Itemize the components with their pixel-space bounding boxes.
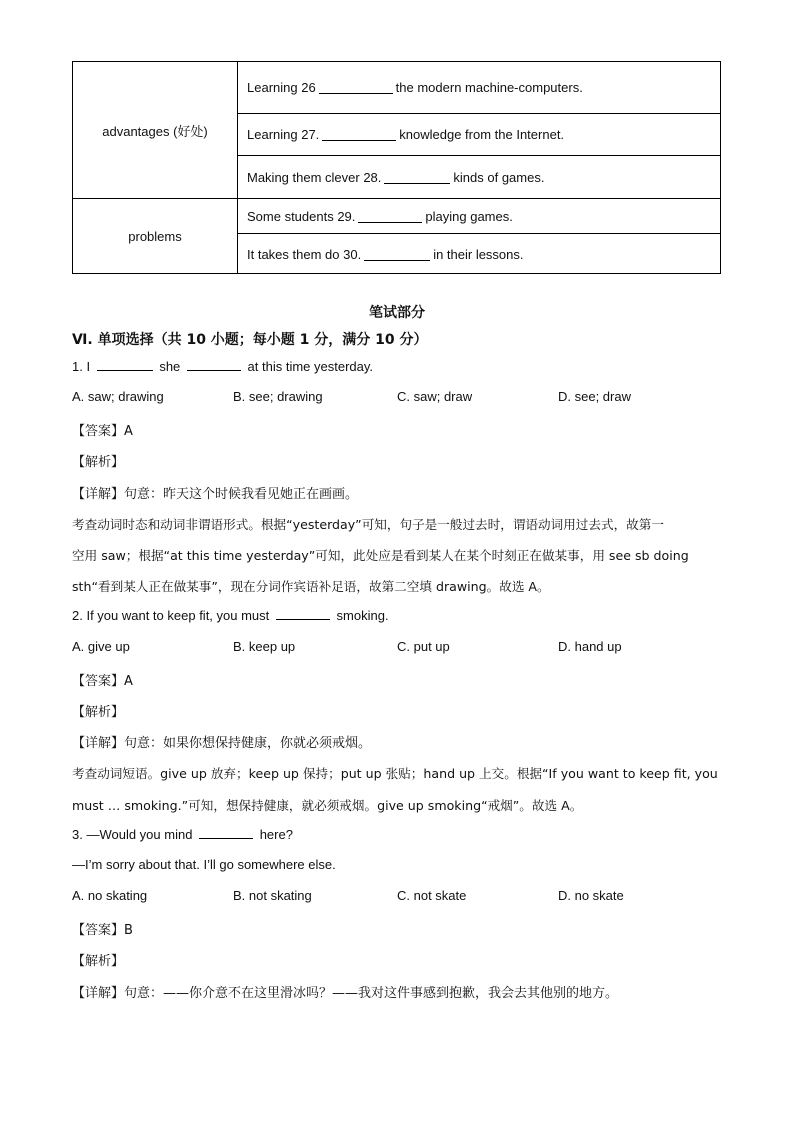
q1-blank-1[interactable] — [97, 358, 153, 371]
q2-stem-part: 2. If you want to keep fit, you must — [72, 608, 270, 623]
q3-answer: 【答案】B — [72, 923, 133, 938]
q1-explanation-line: 考查动词时态和动词非谓语形式。根据“yesterday”可知，句子是一般过去时，谓语动词用过去式，故第一 — [72, 517, 664, 532]
q1-stem-part: she — [159, 359, 181, 374]
q1-analysis-label: 【解析】 — [72, 455, 125, 470]
table-row — [238, 234, 720, 274]
table-row — [238, 198, 720, 234]
question-1-stem — [72, 358, 373, 374]
row-suffix: kinds of games. — [453, 169, 545, 185]
answer-blank-30[interactable] — [364, 248, 430, 261]
row-suffix: the modern machine-computers. — [395, 80, 583, 95]
answer-blank-29[interactable] — [358, 210, 422, 223]
row-prefix: Learning 26 — [247, 80, 316, 95]
q3-option-c[interactable]: C. not skate — [397, 888, 467, 903]
problems-label: problems — [73, 198, 238, 274]
q3-option-b[interactable]: B. not skating — [233, 888, 312, 903]
q2-analysis-label: 【解析】 — [72, 705, 125, 720]
q1-option-d[interactable]: D. see; draw — [558, 389, 631, 404]
question-3-stem — [72, 826, 293, 842]
q2-answer: 【答案】A — [72, 674, 133, 689]
q3-option-d[interactable]: D. no skate — [558, 888, 624, 903]
advantages-label: advantages (好处) — [73, 62, 238, 198]
row-prefix: Learning 27. — [247, 127, 320, 142]
row-prefix: Some students 29. — [247, 208, 356, 224]
q2-detail: 【详解】句意：如果你想保持健康，你就必须戒烟。 — [72, 736, 372, 751]
q3-stem-part: here? — [259, 827, 293, 842]
q1-answer: 【答案】A — [72, 424, 133, 439]
q1-option-c[interactable]: C. saw; draw — [397, 389, 473, 404]
section-heading: Ⅵ. 单项选择（共 10 小题；每小题 1 分，满分 10 分） — [72, 332, 428, 348]
q1-option-a[interactable]: A. saw; drawing — [72, 389, 164, 404]
fill-in-table — [72, 61, 721, 274]
q2-explanation-line: 考查动词短语。give up 放弃；keep up 保持；put up 张贴；hand up 上交。根据“If you want to keep fit, you — [72, 766, 718, 781]
table-row — [238, 156, 720, 198]
q1-blank-2[interactable] — [187, 358, 241, 371]
q1-stem-part: at this time yesterday. — [247, 359, 374, 374]
row-suffix: knowledge from the Internet. — [399, 127, 565, 142]
q2-explanation-line: must … smoking.”可知，想保持健康，就必须戒烟。give up smoking“戒烟”。故选 A。 — [72, 798, 583, 813]
q3-blank[interactable] — [199, 826, 253, 839]
answer-blank-27[interactable] — [322, 128, 396, 141]
q3-analysis-label: 【解析】 — [72, 954, 125, 969]
row-suffix: in their lessons. — [433, 246, 524, 262]
q1-explanation-line: 空用 saw；根据“at this time yesterday”可知，此处应是看到某人在某个时刻正在做某事，用 see sb doing — [72, 548, 689, 563]
q1-option-b[interactable]: B. see; drawing — [233, 389, 323, 404]
q3-detail: 【详解】句意：——你介意不在这里滑冰吗？——我对这件事感到抱歉，我会去其他别的地方。 — [72, 986, 619, 1001]
q2-option-b[interactable]: B. keep up — [233, 639, 296, 654]
q3-stem-part: 3. —Would you mind — [72, 827, 193, 842]
answer-blank-26[interactable] — [319, 81, 393, 94]
q3-option-a[interactable]: A. no skating — [72, 888, 148, 903]
answer-blank-28[interactable] — [384, 171, 450, 184]
section-title: 笔试部分 — [369, 305, 425, 321]
table-row — [238, 114, 720, 156]
row-suffix: playing games. — [425, 208, 513, 224]
q2-option-a[interactable]: A. give up — [72, 639, 130, 654]
table-row — [238, 62, 720, 114]
q2-option-c[interactable]: C. put up — [397, 639, 450, 654]
row-prefix: It takes them do 30. — [247, 246, 362, 262]
row-prefix: Making them clever 28. — [247, 169, 382, 185]
q1-explanation-line: sth“看到某人正在做某事”，现在分词作宾语补足语，故第二空填 drawing。故选 A。 — [72, 579, 550, 594]
q2-blank[interactable] — [276, 607, 330, 620]
q1-detail: 【详解】句意：昨天这个时候我看见她正在画画。 — [72, 487, 359, 502]
question-2-stem — [72, 607, 389, 623]
q1-stem-part: 1. I — [72, 359, 91, 374]
q2-stem-part: smoking. — [336, 608, 389, 623]
q2-option-d[interactable]: D. hand up — [558, 639, 622, 654]
q3-reply: —I’m sorry about that. I’ll go somewhere else. — [72, 857, 336, 872]
